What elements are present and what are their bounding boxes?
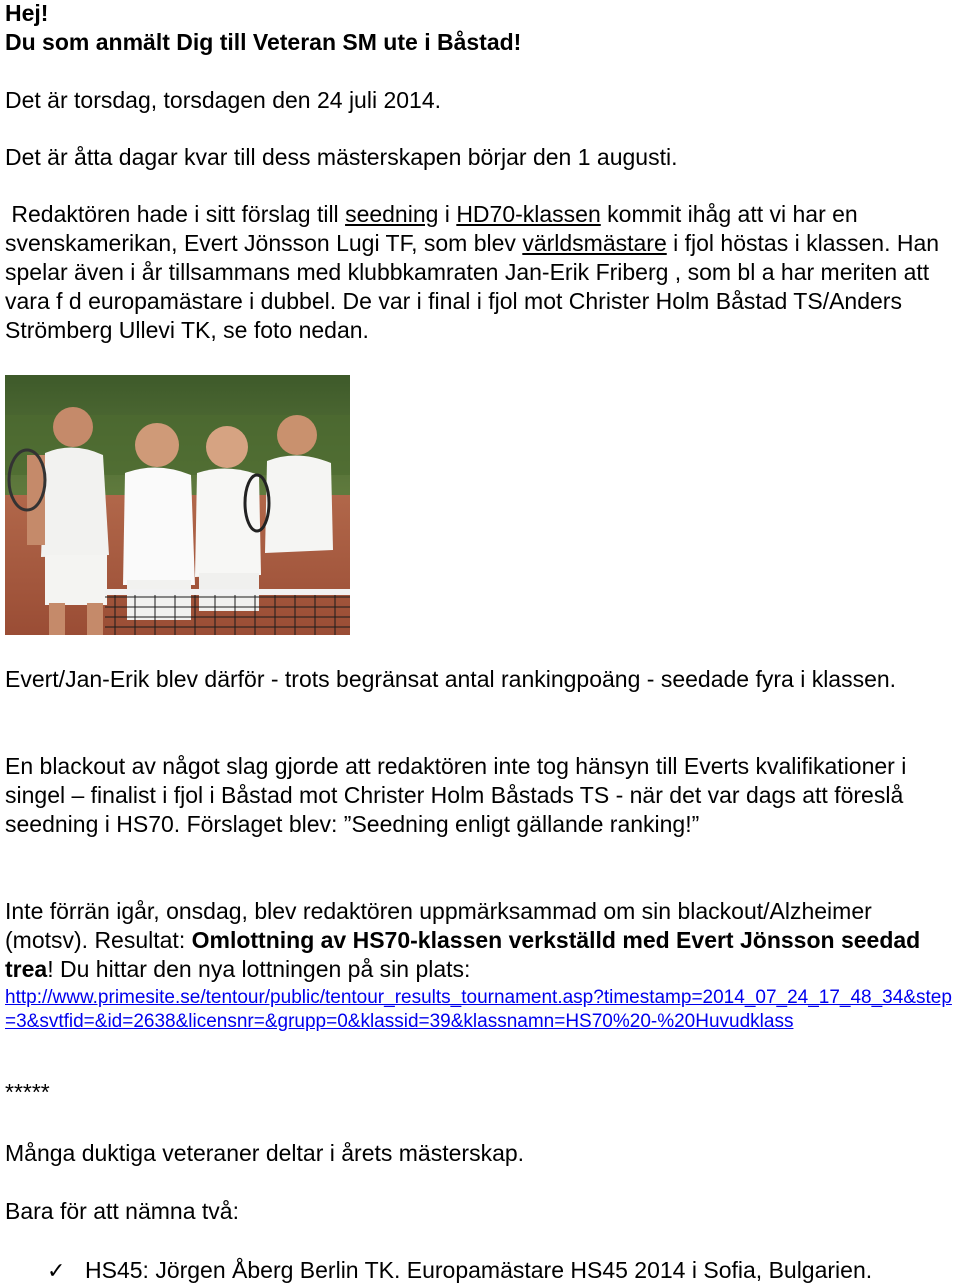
para4-bold: Omlottning av HS70-klassen verkställd med Evert Jönsson seedad trea <box>5 927 921 982</box>
para4-text-1: Inte förrän igår, onsdag, blev redaktören uppmärksammad om sin blackout/Alzheimer (motsv). Resultat: <box>5 898 872 953</box>
list-item <box>5 1256 960 1285</box>
seedning-underlined: seedning <box>345 201 439 227</box>
list-item-text: HS45: Jörgen Åberg Berlin TK. Europamästare HS45 2014 i Sofia, Bulgarien. <box>85 1257 873 1283</box>
para1-text-1: Redaktören hade i sitt förslag till <box>11 201 346 227</box>
checklist <box>5 1256 960 1285</box>
team-photo <box>5 375 350 635</box>
separator: ***** <box>5 1079 50 1105</box>
seeded-paragraph: Evert/Jan-Erik blev därför - trots begränsat antal rankingpoäng - seedade fyra i klassen. <box>5 666 897 692</box>
para1-text-2: i <box>438 201 457 227</box>
para1-text-3: kommit ihåg att vi har en svenskamerikan, Evert Jönsson Lugi TF, som blev <box>5 201 858 256</box>
countdown-line: Det är åtta dagar kvar till dess mästerskapen börjar den 1 augusti. <box>5 144 678 170</box>
check-icon: ✓ <box>47 1258 66 1283</box>
para4-text-2: ! Du hittar den nya lottningen på sin plats: <box>47 956 471 982</box>
greeting <box>5 0 960 57</box>
intro-paragraph <box>5 200 960 345</box>
hd70-klassen-underlined: HD70-klassen <box>456 201 601 227</box>
greeting-line-2: Du som anmält Dig till Veteran SM ute i Båstad! <box>5 29 522 55</box>
para1-text-4: i fjol höstas i klassen. Han spelar även i år tillsammans med klubbkamraten Jan-Erik Friberg , som bl a har meriten att vara f d europamästare i dubbel. De var i final i fjol mot Christer Holm Båstad TS/Anders Strömberg Ullevi TK, se foto nedan. <box>5 230 940 343</box>
result-paragraph <box>5 897 960 984</box>
varldsmastare-underlined: världsmästare <box>522 230 667 256</box>
lottning-link[interactable]: http://www.primesite.se/tentour/public/tentour_results_tournament.asp?timestamp=2014_07_24_17_48_34&step=3&svtfid=&id=2638&licensnr=&grupp=0&klassid=39&klassnamn=HS70%20-%20Huvudklass <box>5 987 952 1032</box>
blackout-paragraph: En blackout av något slag gjorde att redaktören inte tog hänsyn till Everts kvalifikationer i singel – finalist i fjol i Båstad mot Christer Holm Båstads TS - när det var dags att föreslå seedning i HS70. Förslaget blev: ”Seedning enligt gällande ranking!” <box>5 753 907 837</box>
greeting-line-1: Hej! <box>5 0 49 26</box>
veterans-paragraph: Många duktiga veteraner deltar i årets mästerskap. <box>5 1140 525 1166</box>
two-names-paragraph: Bara för att nämna två: <box>5 1198 239 1224</box>
date-line: Det är torsdag, torsdagen den 24 juli 2014. <box>5 87 442 113</box>
